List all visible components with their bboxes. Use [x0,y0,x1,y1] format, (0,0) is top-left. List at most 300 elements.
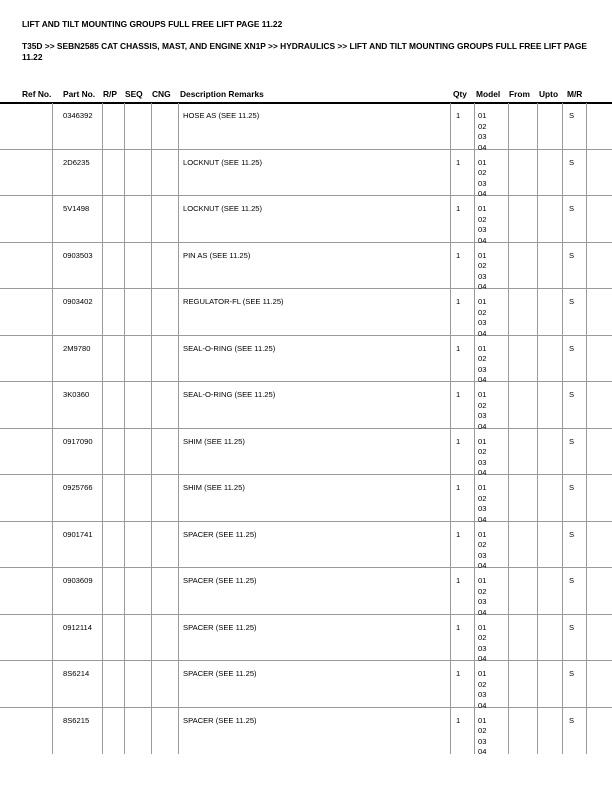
description-cell: HOSE AS (SEE 11.25) [183,111,260,120]
column-divider [178,243,179,289]
col-header-part-no: Part No. [63,89,96,99]
column-divider [124,475,125,521]
column-divider [537,103,538,149]
qty-cell: 1 [456,157,461,167]
column-divider [124,522,125,568]
column-divider [450,429,451,475]
column-divider [52,429,53,475]
parts-table-body [0,103,612,757]
model-list [478,530,486,572]
column-divider [474,661,475,707]
column-divider [537,243,538,289]
column-divider [474,475,475,521]
column-divider [508,243,509,289]
part-number-cell: 0346392 [63,111,93,120]
column-divider [178,336,179,382]
model-list [478,390,486,432]
model-list [478,297,486,339]
column-divider [124,382,125,428]
model-code: 04 [478,142,487,152]
column-divider [474,150,475,196]
model-code: 04 [478,282,487,292]
qty-cell: 1 [456,204,461,213]
model-code: 03 [478,643,487,653]
description-cell: SEAL-O-RING (SEE 11.25) [183,343,276,353]
column-divider [508,708,509,755]
qty-cell: 1 [456,436,461,446]
column-divider [151,289,152,335]
column-divider [178,429,179,475]
column-divider [52,708,53,755]
model-code: 03 [478,318,487,328]
part-number-cell: 0903402 [63,297,93,306]
column-divider [151,615,152,661]
qty-cell: 1 [456,343,461,353]
part-number-cell: 3K0360 [63,390,90,399]
mr-cell: S [569,297,575,306]
column-divider [450,382,451,428]
column-divider [102,103,103,149]
col-header-model: Model [476,89,501,99]
part-number-cell: 2D6235 [63,157,90,167]
column-divider [562,243,563,289]
qty-cell: 1 [456,715,461,725]
column-divider [474,522,475,568]
model-code: 03 [478,411,487,421]
column-divider [586,150,587,196]
column-divider [102,382,103,428]
model-code: 03 [478,736,487,746]
column-divider [151,150,152,196]
column-divider [178,708,179,755]
description-cell: SEAL-O-RING (SEE 11.25) [183,390,276,399]
column-divider [450,103,451,149]
column-divider [52,522,53,568]
column-divider [102,708,103,755]
col-header-ref-no: Ref No. [22,89,52,99]
mr-cell: S [569,622,575,632]
column-divider [450,615,451,661]
column-divider [151,336,152,382]
model-code: 01 [478,343,487,353]
column-divider [474,196,475,242]
model-code: 01 [478,436,487,446]
model-list [478,716,486,758]
model-list [478,111,486,153]
column-divider [562,661,563,707]
column-divider [537,429,538,475]
qty-cell: 1 [456,250,461,260]
column-divider [178,661,179,707]
column-divider [178,475,179,521]
table-row [0,243,612,290]
column-divider [450,568,451,614]
model-list [478,669,486,711]
mr-cell: S [569,669,575,678]
qty-cell: 1 [456,622,461,632]
column-divider [124,661,125,707]
column-divider [102,243,103,289]
column-divider [562,196,563,242]
column-divider [586,522,587,568]
model-code: 01 [478,576,487,585]
column-divider [151,103,152,149]
model-code: 02 [478,400,487,410]
mr-cell: S [569,483,575,492]
column-divider [102,615,103,661]
table-row [0,196,612,243]
mr-cell: S [569,157,575,167]
table-row [0,429,612,476]
column-divider [474,382,475,428]
model-list [478,344,486,386]
model-code: 04 [478,654,487,664]
column-divider [151,522,152,568]
col-header-rp: R/P [103,89,117,99]
col-header-mr: M/R [567,89,583,99]
column-divider [586,336,587,382]
part-number-cell: 0912114 [63,622,92,632]
column-divider [474,568,475,614]
column-divider [562,289,563,335]
column-divider [562,615,563,661]
column-divider [450,336,451,382]
qty-cell: 1 [456,529,461,539]
model-code: 03 [478,178,487,188]
column-divider [586,243,587,289]
model-code: 01 [478,669,487,678]
column-divider [52,568,53,614]
column-divider [537,289,538,335]
qty-cell: 1 [456,390,461,399]
column-divider [474,429,475,475]
column-divider [124,568,125,614]
column-divider [508,475,509,521]
model-code: 03 [478,690,487,700]
model-code: 02 [478,307,487,317]
column-divider [178,382,179,428]
column-divider [124,150,125,196]
model-code: 04 [478,235,487,245]
model-code: 02 [478,540,487,550]
column-divider [474,289,475,335]
model-list [478,204,486,246]
column-divider [508,289,509,335]
page-title: LIFT AND TILT MOUNTING GROUPS FULL FREE LIFT PAGE 11.22 [22,19,283,29]
table-row [0,336,612,383]
column-divider [508,568,509,614]
column-divider [178,615,179,661]
mr-cell: S [569,715,575,725]
table-row [0,150,612,197]
mr-cell: S [569,343,575,353]
model-code: 04 [478,189,487,199]
model-code: 02 [478,168,487,178]
description-cell: SPACER (SEE 11.25) [183,529,257,539]
model-code: 03 [478,225,487,235]
column-divider [474,615,475,661]
column-divider [52,243,53,289]
model-code: 02 [478,633,487,643]
column-divider [102,429,103,475]
model-code: 01 [478,204,487,213]
qty-cell: 1 [456,483,461,492]
model-code: 04 [478,421,487,431]
mr-cell: S [569,250,575,260]
column-divider [562,475,563,521]
column-divider [537,382,538,428]
mr-cell: S [569,390,575,399]
column-divider [124,336,125,382]
model-code: 03 [478,364,487,374]
model-code: 03 [478,504,487,514]
column-divider [537,568,538,614]
column-divider [586,568,587,614]
column-divider [52,196,53,242]
column-divider [474,708,475,755]
model-code: 02 [478,447,487,457]
column-divider [537,196,538,242]
column-divider [102,336,103,382]
model-code: 01 [478,622,487,632]
column-divider [537,708,538,755]
qty-cell: 1 [456,669,461,678]
column-divider [537,475,538,521]
mr-cell: S [569,529,575,539]
column-divider [102,289,103,335]
col-header-qty: Qty [453,89,467,99]
mr-cell: S [569,204,575,213]
column-divider [562,708,563,755]
column-divider [450,289,451,335]
model-code: 01 [478,250,487,260]
column-divider [450,661,451,707]
column-divider [508,615,509,661]
column-divider [508,522,509,568]
column-divider [450,150,451,196]
model-code: 01 [478,297,487,306]
table-row [0,708,612,755]
column-divider [508,429,509,475]
column-divider [178,103,179,149]
column-divider [562,150,563,196]
model-list [478,251,486,293]
description-cell: SPACER (SEE 11.25) [183,576,257,585]
model-code: 04 [478,468,487,478]
column-divider [102,475,103,521]
description-cell: SHIM (SEE 11.25) [183,483,245,492]
column-divider [586,196,587,242]
column-divider [178,150,179,196]
column-divider [52,150,53,196]
column-divider [508,103,509,149]
column-divider [562,568,563,614]
column-divider [151,708,152,755]
model-code: 01 [478,715,487,725]
column-divider [450,243,451,289]
model-code: 02 [478,354,487,364]
model-code: 04 [478,700,487,710]
qty-cell: 1 [456,111,461,120]
column-divider [124,429,125,475]
model-code: 01 [478,483,487,492]
column-divider [102,568,103,614]
description-cell: SPACER (SEE 11.25) [183,669,257,678]
column-divider [151,429,152,475]
column-divider [508,661,509,707]
model-code: 04 [478,328,487,338]
mr-cell: S [569,576,575,585]
table-row [0,661,612,708]
model-code: 01 [478,529,487,539]
column-divider [52,336,53,382]
model-code: 01 [478,157,487,167]
model-code: 02 [478,726,487,736]
table-row [0,382,612,429]
column-divider [537,150,538,196]
column-divider [124,103,125,149]
description-cell: SPACER (SEE 11.25) [183,715,257,725]
column-divider [586,103,587,149]
column-divider [537,336,538,382]
table-row [0,103,612,150]
mr-cell: S [569,111,575,120]
column-divider [124,708,125,755]
column-divider [508,382,509,428]
mr-cell: S [569,436,575,446]
column-divider [52,103,53,149]
column-divider [586,708,587,755]
column-divider [102,522,103,568]
column-divider [178,196,179,242]
column-divider [537,661,538,707]
column-divider [102,661,103,707]
column-divider [151,196,152,242]
column-divider [124,196,125,242]
column-divider [450,196,451,242]
column-divider [537,615,538,661]
description-cell: LOCKNUT (SEE 11.25) [183,204,263,213]
column-divider [508,336,509,382]
model-code: 03 [478,271,487,281]
column-divider [537,522,538,568]
column-divider [586,661,587,707]
table-row [0,289,612,336]
column-divider [124,615,125,661]
column-divider [52,382,53,428]
table-row [0,522,612,569]
model-code: 02 [478,493,487,503]
model-code: 01 [478,390,487,399]
col-header-description: Description Remarks [180,89,264,99]
column-divider [151,661,152,707]
part-number-cell: 5V1498 [63,204,90,213]
breadcrumb: T35D >> SEBN2585 CAT CHASSIS, MAST, AND ENGINE XN1P >> HYDRAULICS >> LIFT AND TILT MOUNTING GROUPS FULL FREE LIFT PAGE 11.22 [22,41,587,62]
column-divider [450,522,451,568]
part-number-cell: 0903609 [63,576,93,585]
col-header-from: From [509,89,530,99]
description-cell: SHIM (SEE 11.25) [183,436,245,446]
column-divider [52,475,53,521]
model-code: 03 [478,597,487,607]
column-divider [151,382,152,428]
column-divider [450,708,451,755]
column-divider [124,243,125,289]
column-divider [508,150,509,196]
column-divider [450,475,451,521]
column-divider [562,429,563,475]
column-divider [178,568,179,614]
model-code: 02 [478,261,487,271]
column-divider [586,475,587,521]
column-divider [178,289,179,335]
column-divider [474,336,475,382]
part-number-cell: 0901741 [63,529,93,539]
model-code: 04 [478,747,487,757]
column-divider [151,475,152,521]
description-cell: SPACER (SEE 11.25) [183,622,257,632]
column-divider [586,289,587,335]
table-row [0,475,612,522]
model-list [478,576,486,618]
column-divider [474,243,475,289]
model-code: 03 [478,132,487,142]
column-divider [586,382,587,428]
column-divider [52,289,53,335]
column-divider [124,289,125,335]
column-divider [586,429,587,475]
model-list [478,623,486,665]
column-divider [178,522,179,568]
model-code: 01 [478,111,487,120]
column-divider [562,103,563,149]
model-code: 03 [478,457,487,467]
column-divider [586,615,587,661]
column-divider [474,103,475,149]
model-list [478,483,486,525]
column-divider [562,522,563,568]
col-header-seq: SEQ [125,89,143,99]
col-header-cng: CNG [152,89,171,99]
model-code: 04 [478,375,487,385]
model-code: 04 [478,514,487,524]
model-code: 02 [478,586,487,596]
column-divider [508,196,509,242]
qty-cell: 1 [456,576,461,585]
column-divider [151,243,152,289]
part-number-cell: 0917090 [63,436,93,446]
description-cell: REGULATOR-FL (SEE 11.25) [183,297,284,306]
part-number-cell: 0925766 [63,483,93,492]
column-divider [52,615,53,661]
column-divider [102,150,103,196]
model-list [478,158,486,200]
part-number-cell: 2M9780 [63,343,91,353]
description-cell: LOCKNUT (SEE 11.25) [183,157,263,167]
description-cell: PIN AS (SEE 11.25) [183,250,251,260]
model-code: 02 [478,121,487,131]
column-divider [562,382,563,428]
column-divider [562,336,563,382]
column-divider [52,661,53,707]
part-number-cell: 0903503 [63,250,93,260]
model-code: 04 [478,561,487,571]
table-row [0,615,612,662]
model-code: 03 [478,550,487,560]
part-number-cell: 8S6214 [63,669,90,678]
table-row [0,568,612,615]
qty-cell: 1 [456,297,461,306]
